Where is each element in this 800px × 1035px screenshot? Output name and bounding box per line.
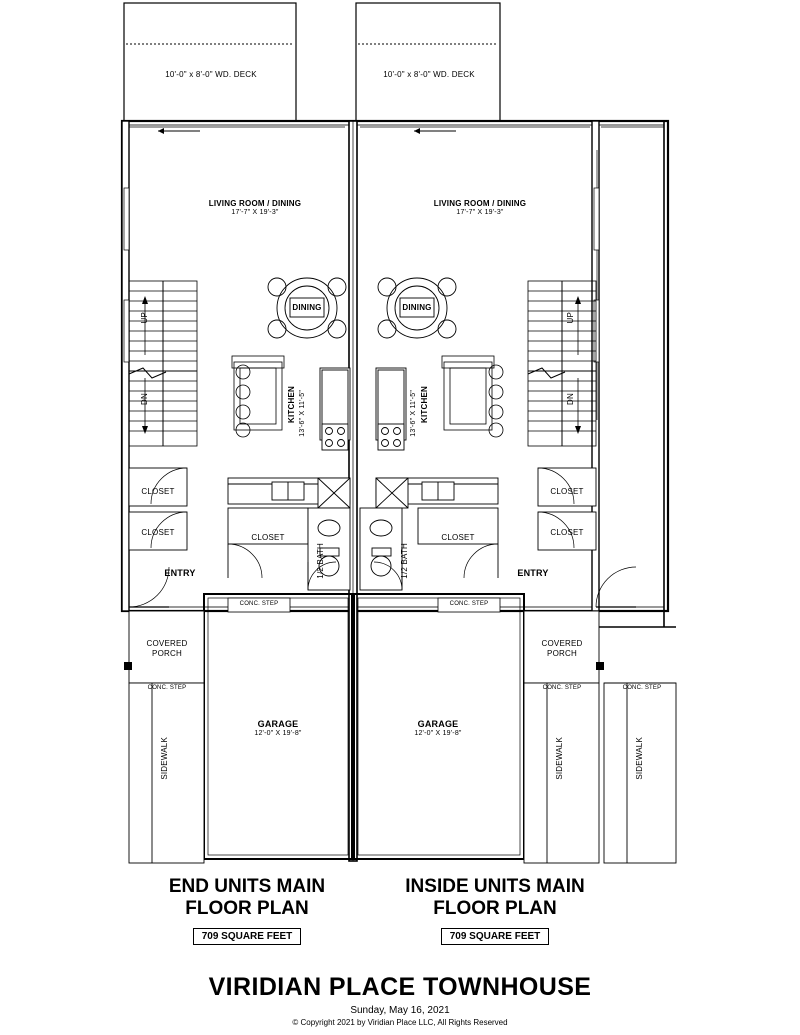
right-half-bath-text: 1/2 BATH bbox=[400, 543, 409, 579]
left-garage-dims: 12'-0" X 19'-8" bbox=[254, 730, 302, 738]
right-stairs-dn-text: DN bbox=[566, 393, 575, 405]
left-porch-conc-step-text: CONC. STEP bbox=[147, 685, 187, 691]
right-entry-label bbox=[508, 568, 558, 579]
project-title: VIRIDIAN PLACE TOWNHOUSE bbox=[208, 973, 592, 1001]
right-covered-porch-label bbox=[526, 639, 598, 659]
outer-conc-step-label bbox=[606, 685, 678, 693]
left-stairs-dn-label bbox=[140, 393, 150, 405]
left-covered-porch-line2: PORCH bbox=[152, 649, 182, 658]
right-dining-label bbox=[395, 303, 439, 313]
left-stairs-up-text: UP bbox=[140, 312, 149, 324]
left-sidewalk-label bbox=[160, 737, 170, 780]
plan-date: Sunday, May 16, 2021 bbox=[350, 1005, 450, 1016]
copyright-notice: © Copyright 2021 by Viridian Place LLC, All Rights Reserved bbox=[292, 1018, 508, 1027]
right-covered-porch-line2: PORCH bbox=[547, 649, 577, 658]
right-garage-conc-step-label bbox=[438, 601, 500, 609]
right-deck-label bbox=[360, 70, 498, 80]
left-stairs-dn-text: DN bbox=[140, 393, 149, 405]
right-kitchen-dims-label bbox=[409, 390, 419, 437]
right-kitchen-label bbox=[420, 386, 430, 423]
left-garage-label bbox=[218, 719, 338, 739]
right-garage-label bbox=[378, 719, 498, 739]
right-kitchen-dims: 13'-6" X 11'-5" bbox=[410, 390, 417, 437]
left-kitchen-dims: 13'-6" X 11'-5" bbox=[299, 390, 306, 437]
left-dining-label bbox=[285, 303, 329, 313]
left-living-room-dims: 17'-7" X 19'-3" bbox=[231, 209, 279, 216]
left-closet-2-text: CLOSET bbox=[141, 528, 175, 537]
right-living-room-name: LIVING ROOM / DINING bbox=[433, 199, 527, 208]
right-closet-1-label bbox=[539, 487, 595, 497]
left-closet-1-text: CLOSET bbox=[141, 487, 175, 496]
right-living-room-dims: 17'-7" X 19'-3" bbox=[456, 209, 504, 216]
inside-units-square-feet: 709 SQUARE FEET bbox=[441, 928, 550, 945]
left-deck-text: 10'-0" x 8'-0" WD. DECK bbox=[165, 70, 257, 79]
left-closet-2-label bbox=[130, 528, 186, 538]
end-units-title-line1: END UNITS MAIN bbox=[168, 876, 326, 897]
right-closet-2-label bbox=[539, 528, 595, 538]
left-kitchen-name: KITCHEN bbox=[287, 386, 296, 423]
left-dining-text: DINING bbox=[292, 303, 322, 312]
inside-units-title-line2: FLOOR PLAN bbox=[433, 897, 557, 919]
right-inner-sidewalk-label bbox=[555, 737, 565, 780]
right-garage-name: GARAGE bbox=[417, 719, 459, 729]
right-inner-sidewalk-text: SIDEWALK bbox=[555, 737, 564, 780]
left-closet-1-label bbox=[130, 487, 186, 497]
left-half-bath-label bbox=[316, 543, 326, 579]
left-stairs-up-label bbox=[140, 312, 150, 324]
right-outer-sidewalk-text: SIDEWALK bbox=[635, 737, 644, 780]
right-half-bath-label bbox=[400, 543, 410, 579]
right-deck-text: 10'-0" x 8'-0" WD. DECK bbox=[383, 70, 475, 79]
left-kitchen-dims-label bbox=[298, 390, 308, 437]
right-kitchen-name: KITCHEN bbox=[420, 386, 429, 423]
left-closet-3-label bbox=[240, 533, 296, 543]
end-units-title-block bbox=[122, 876, 372, 945]
left-deck-label bbox=[142, 70, 280, 80]
right-closet-3-text: CLOSET bbox=[441, 533, 475, 542]
outer-conc-step-text: CONC. STEP bbox=[622, 685, 662, 691]
right-closet-3-label bbox=[430, 533, 486, 543]
inside-units-title-block bbox=[370, 876, 620, 945]
right-stairs-up-label bbox=[566, 312, 576, 324]
right-closet-2-text: CLOSET bbox=[550, 528, 584, 537]
right-garage-conc-step-text: CONC. STEP bbox=[449, 601, 489, 607]
right-garage-dims: 12'-0" X 19'-8" bbox=[414, 730, 462, 738]
sheet-title-block bbox=[100, 973, 700, 1027]
right-outer-sidewalk-label bbox=[635, 737, 645, 780]
inside-units-title-line1: INSIDE UNITS MAIN bbox=[405, 876, 585, 897]
right-porch-conc-step-text: CONC. STEP bbox=[542, 685, 582, 691]
left-closet-3-text: CLOSET bbox=[251, 533, 285, 542]
left-kitchen-label bbox=[287, 386, 297, 423]
left-covered-porch-line1: COVERED bbox=[146, 639, 188, 648]
right-entry-text: ENTRY bbox=[517, 568, 549, 578]
left-garage-conc-step-label bbox=[228, 601, 290, 609]
right-porch-conc-step-label bbox=[526, 685, 598, 693]
right-stairs-up-text: UP bbox=[566, 312, 575, 324]
left-garage-conc-step-text: CONC. STEP bbox=[239, 601, 279, 607]
left-entry-text: ENTRY bbox=[164, 568, 196, 578]
left-half-bath-text: 1/2 BATH bbox=[316, 543, 325, 579]
left-sidewalk-text: SIDEWALK bbox=[160, 737, 169, 780]
left-living-room-label bbox=[175, 199, 335, 218]
left-covered-porch-label bbox=[131, 639, 203, 659]
right-stairs-dn-label bbox=[566, 393, 576, 405]
right-living-room-label bbox=[400, 199, 560, 218]
right-closet-1-text: CLOSET bbox=[550, 487, 584, 496]
end-units-square-feet: 709 SQUARE FEET bbox=[193, 928, 302, 945]
right-dining-text: DINING bbox=[402, 303, 432, 312]
left-porch-conc-step-label bbox=[131, 685, 203, 693]
end-units-title-line2: FLOOR PLAN bbox=[185, 897, 309, 919]
left-living-room-name: LIVING ROOM / DINING bbox=[208, 199, 302, 208]
left-garage-name: GARAGE bbox=[257, 719, 299, 729]
left-entry-label bbox=[155, 568, 205, 579]
right-covered-porch-line1: COVERED bbox=[541, 639, 583, 648]
